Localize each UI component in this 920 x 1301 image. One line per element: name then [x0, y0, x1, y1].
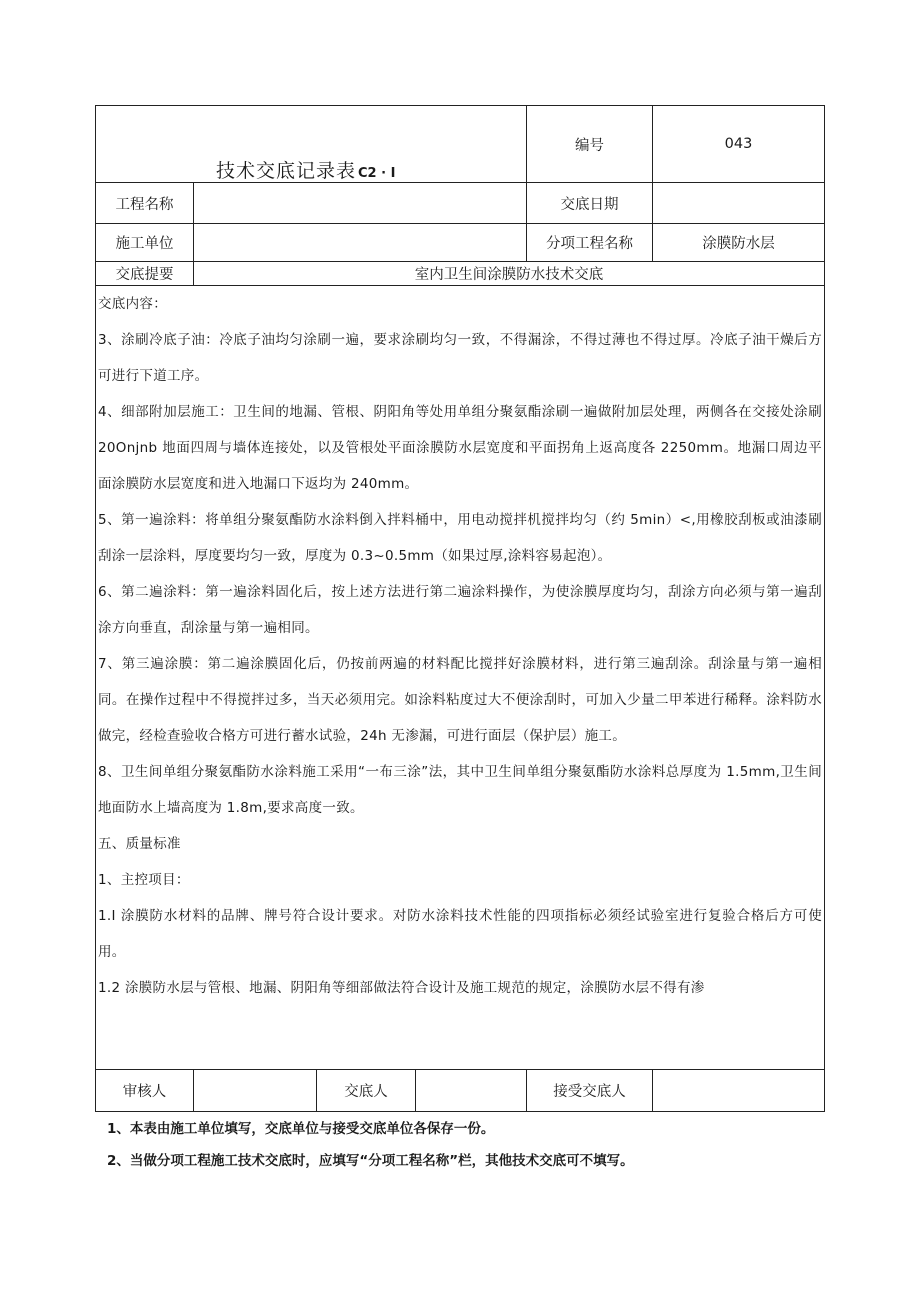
section-heading: 五、质量标准	[98, 836, 181, 852]
unit-row	[96, 224, 824, 262]
content-paragraph: 8、卫生间单组分聚氨酯防水涂料施工采用“一布三涂”法，其中卫生间单组分聚氨酯防水涂料总厚度为 1.5mm,卫生间地面防水上墙高度为 1.8m,要求高度一致。	[98, 764, 822, 816]
content-paragraph: 4、细部附加层施工：卫生间的地漏、管根、阴阳角等处用单组分聚氨酯涂刷一遍做附加层处理，两侧各在交接处涂刷 20Onjnb 地面四周与墙体连接处，以及管根处平面涂膜防水层宽度和平面拐角上返高度各 2250mm。地漏口周边平面涂膜防水层宽度和进入地漏口下返均为 240mm。	[98, 404, 822, 492]
table-title	[216, 156, 395, 183]
content-paragraph: 1.2 涂膜防水层与管根、地漏、阴阳角等细部做法符合设计及施工规范的规定，涂膜防水层不得有渗	[98, 980, 705, 996]
disclosure-content	[96, 286, 824, 1070]
project-name-label: 工程名称	[96, 183, 194, 223]
summary-label: 交底提要	[96, 262, 194, 285]
title-code: C2 · I	[358, 166, 396, 181]
number-label: 编号	[527, 106, 653, 182]
subsection-heading: 1、主控项目：	[98, 872, 190, 888]
receiver-label: 接受交底人	[527, 1070, 653, 1111]
reviewer-field[interactable]	[194, 1070, 317, 1111]
unit-label: 施工单位	[96, 224, 194, 261]
date-label: 交底日期	[527, 183, 653, 223]
subproject-label: 分项工程名称	[527, 224, 653, 261]
discloser-field[interactable]	[416, 1070, 527, 1111]
discloser-label: 交底人	[317, 1070, 416, 1111]
signature-row	[96, 1070, 824, 1111]
project-name-field[interactable]	[194, 183, 527, 223]
title-cell	[96, 106, 527, 182]
summary-value: 室内卫生间涂膜防水技术交底	[414, 267, 604, 283]
unit-field[interactable]	[194, 224, 527, 261]
reviewer-label: 审核人	[96, 1070, 194, 1111]
receiver-field[interactable]	[653, 1070, 824, 1111]
content-heading: 交底内容：	[98, 296, 167, 312]
date-field[interactable]	[653, 183, 824, 223]
footnote: 2、当做分项工程施工技术交底时，应填写“分项工程名称”栏，其他技术交底可不填写。	[107, 1153, 634, 1169]
disclosure-record-table	[95, 105, 825, 1112]
content-paragraph: 7、第三遍涂膜：第二遍涂膜固化后，仍按前两遍的材料配比搅拌好涂膜材料，进行第三遍刮涂。刮涂量与第一遍相同。在操作过程中不得搅拌过多，当天必须用完。如涂料粘度过大不便涂刮时，可加入少量二甲苯进行稀释。涂料防水做完，经检查验收合格方可进行蓄水试验，24h 无渗漏，可进行面层（保护层）施工。	[98, 656, 822, 744]
content-paragraph: 6、第二遍涂料：第一遍涂料固化后，按上述方法进行第二遍涂料操作，为使涂膜厚度均匀，刮涂方向必须与第一遍刮涂方向垂直，刮涂量与第一遍相同。	[98, 584, 822, 636]
title-row	[96, 106, 824, 183]
summary-row	[96, 262, 824, 286]
subproject-value: 涂膜防水层	[702, 236, 775, 252]
content-paragraph: 3、涂刷冷底子油：冷底子油均匀涂刷一遍，要求涂刷均匀一致，不得漏涂，不得过薄也不得过厚。冷底子油干燥后方可进行下道工序。	[98, 332, 822, 384]
title-label: 技术交底记录表	[216, 160, 357, 182]
content-paragraph: 1.I 涂膜防水材料的品牌、牌号符合设计要求。对防水涂料技术性能的四项指标必须经试验室进行复验合格后方可使用。	[98, 908, 822, 960]
number-value: 043	[724, 136, 753, 152]
content-paragraph: 5、第一遍涂料：将单组分聚氨酯防水涂料倒入拌料桶中，用电动搅拌机搅拌均匀（约 5min）<,用橡胶刮板或油漆刷刮涂一层涂料，厚度要均匀一致，厚度为 0.3~0.5mm（如果过厚,涂料容易起泡）。	[98, 512, 822, 564]
footnote: 1、本表由施工单位填写，交底单位与接受交底单位各保存一份。	[107, 1121, 495, 1137]
project-row	[96, 183, 824, 224]
footnotes	[107, 1113, 867, 1177]
